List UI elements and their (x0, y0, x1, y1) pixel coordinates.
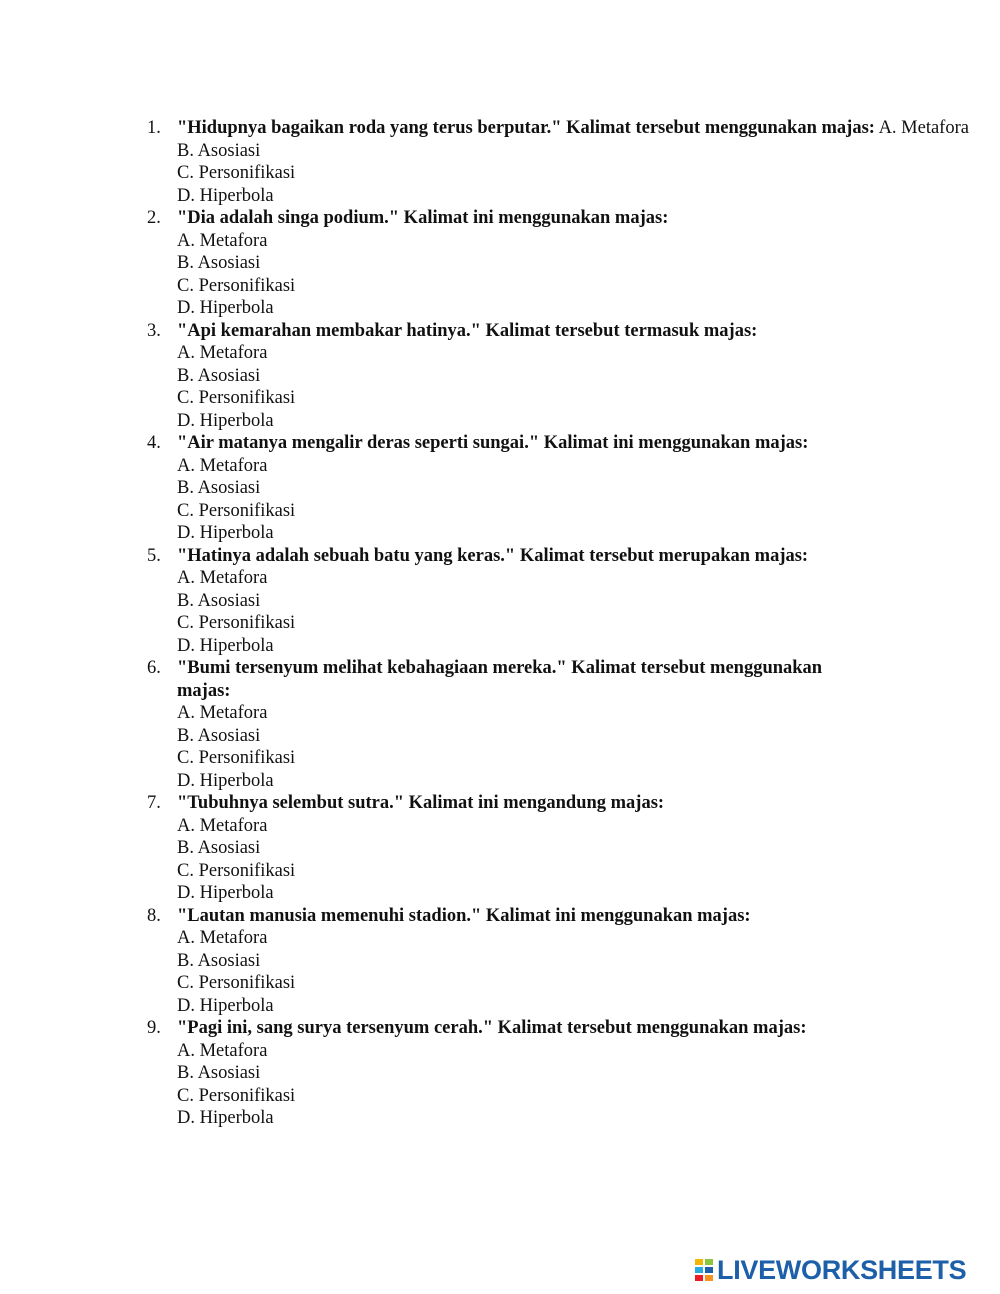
question-2 (0, 207, 1000, 320)
liveworksheets-logo-text: LIVEWORKSHEETS (717, 1255, 967, 1285)
option-a: A. Metafora (878, 118, 969, 138)
option-c: C. Personifikasi (177, 388, 296, 408)
option-b: B. Asosiasi (177, 478, 261, 498)
question-text: "Api kemarahan membakar hatinya." Kalimat tersebut termasuk majas: (177, 320, 758, 341)
question-stem (177, 117, 1000, 140)
question-text: "Dia adalah singa podium." Kalimat ini menggunakan majas: (177, 208, 669, 228)
logo-mark-cell (704, 1274, 714, 1282)
question-number: 5. (147, 545, 161, 566)
question-number: 4. (147, 433, 161, 453)
question-7 (0, 792, 1000, 905)
question-6 (0, 657, 1000, 792)
option-a: A. Metafora (177, 703, 268, 723)
question-number: 6. (147, 658, 161, 678)
question-number: 9. (147, 1018, 161, 1038)
option-b: B. Asosiasi (177, 725, 261, 746)
question-text: "Bumi tersenyum melihat kebahagiaan mereka." Kalimat tersebut menggunakan majas: (177, 658, 823, 701)
logo-mark-cell (704, 1258, 714, 1266)
option-a: A. Metafora (177, 343, 268, 363)
option-b: B. Asosiasi (177, 950, 261, 971)
question-text: "Tubuhnya selembut sutra." Kalimat ini mengandung majas: (177, 793, 665, 813)
option-d: D. Hiperbola (177, 1108, 274, 1128)
question-text: "Hidupnya bagaikan roda yang terus berputar." Kalimat tersebut menggunakan majas: (177, 118, 875, 138)
question-9 (0, 1017, 1000, 1130)
option-d: D. Hiperbola (177, 523, 274, 543)
option-a: A. Metafora (177, 568, 268, 588)
logo-mark-cell (704, 1266, 714, 1274)
question-text: "Hatinya adalah sebuah batu yang keras." Kalimat tersebut merupakan majas: (177, 545, 809, 566)
option-a: A. Metafora (177, 1040, 268, 1061)
option-d: D. Hiperbola (177, 770, 274, 791)
option-b: B. Asosiasi (177, 365, 261, 386)
option-c: C. Personifikasi (177, 860, 296, 881)
option-c: C. Personifikasi (177, 163, 296, 183)
option-c: C. Personifikasi (177, 973, 296, 993)
option-c: C. Personifikasi (177, 275, 296, 296)
option-a: A. Metafora (177, 455, 268, 476)
worksheet (0, 117, 1000, 1130)
question-number: 1. (147, 118, 161, 138)
question-3 (0, 320, 1000, 433)
logo-mark-cell (694, 1266, 704, 1274)
option-c: C. Personifikasi (177, 1085, 296, 1106)
option-d: D. Hiperbola (177, 995, 274, 1016)
question-number: 8. (147, 905, 161, 926)
option-a: A. Metafora (177, 230, 268, 251)
question-text: "Lautan manusia memenuhi stadion." Kalimat ini menggunakan majas: (177, 905, 751, 926)
option-c: C. Personifikasi (177, 613, 296, 633)
question-number: 2. (147, 208, 161, 228)
question-5 (0, 545, 1000, 658)
option-b: B. Asosiasi (177, 140, 261, 161)
option-d: D. Hiperbola (177, 298, 274, 318)
liveworksheets-logo (694, 1257, 966, 1283)
question-4 (0, 432, 1000, 545)
option-d: D. Hiperbola (177, 635, 274, 656)
logo-mark-cell (694, 1258, 704, 1266)
question-number: 7. (147, 793, 161, 813)
option-b: B. Asosiasi (177, 253, 261, 273)
question-text: "Air matanya mengalir deras seperti sungai." Kalimat ini menggunakan majas: (177, 433, 809, 453)
liveworksheets-logo-icon (694, 1258, 714, 1282)
option-b: B. Asosiasi (177, 590, 261, 611)
option-b: B. Asosiasi (177, 838, 261, 858)
option-c: C. Personifikasi (177, 500, 296, 521)
question-number: 3. (147, 320, 161, 341)
option-a: A. Metafora (177, 815, 268, 836)
logo-mark-cell (694, 1274, 704, 1282)
question-1 (0, 117, 1000, 207)
option-b: B. Asosiasi (177, 1063, 261, 1083)
option-d: D. Hiperbola (177, 883, 274, 903)
option-c: C. Personifikasi (177, 748, 296, 768)
option-a: A. Metafora (177, 928, 268, 948)
question-text: "Pagi ini, sang surya tersenyum cerah." Kalimat tersebut menggunakan majas: (177, 1018, 807, 1038)
option-d: D. Hiperbola (177, 185, 274, 206)
question-8 (0, 905, 1000, 1018)
option-d: D. Hiperbola (177, 410, 274, 431)
